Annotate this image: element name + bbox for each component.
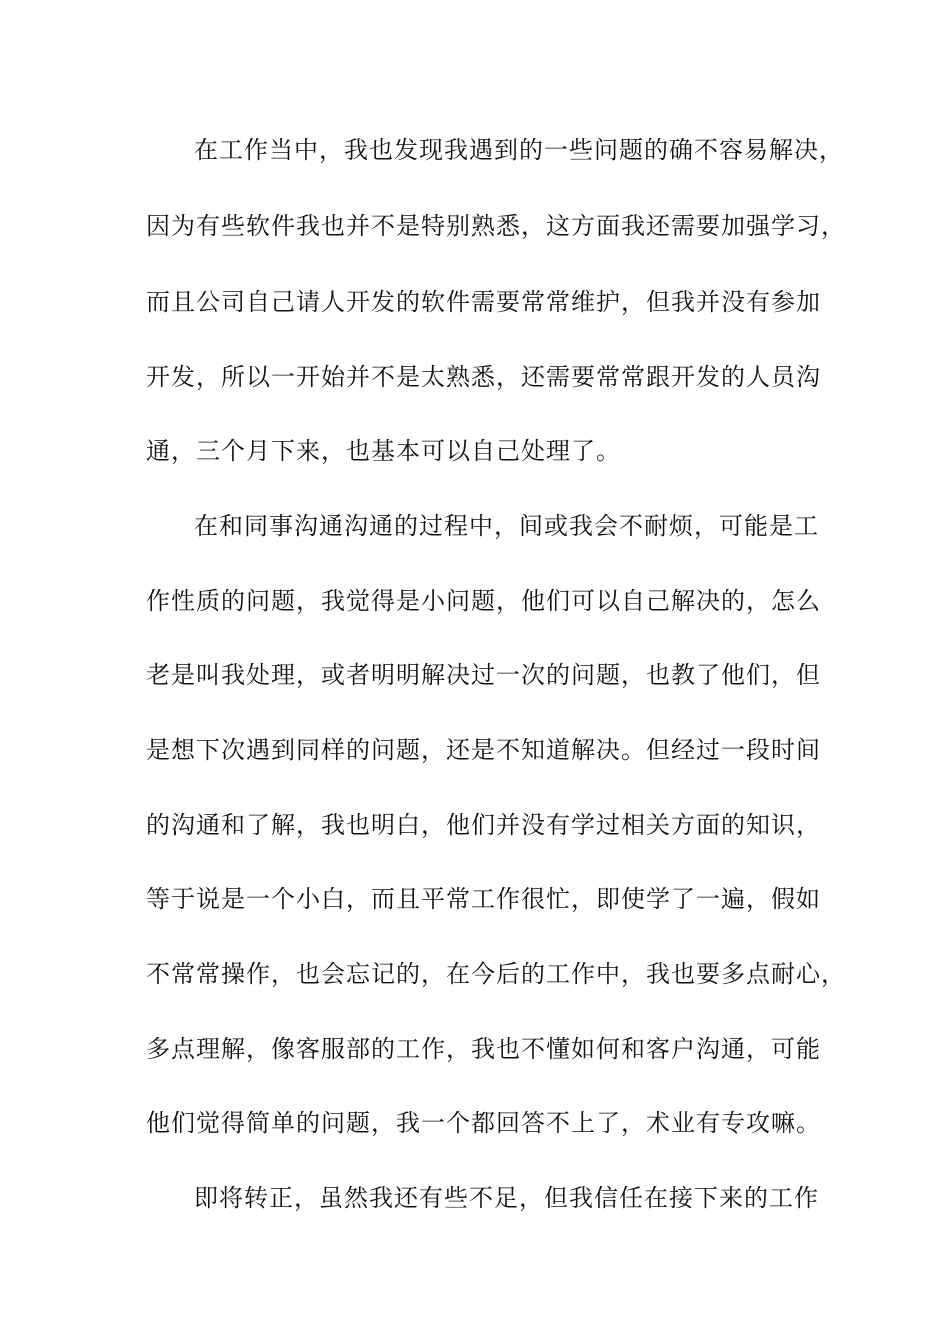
paragraph-2-line-6: 等于说是一个小白，而且平常工作很忙，即使学了一遍，假如 [146,885,821,913]
paragraph-1-line-5: 通，三个月下来，也基本可以自己处理了。 [146,437,621,465]
paragraph-2-line-7: 不常常操作，也会忘记的，在今后的工作中，我也要多点耐心， [146,960,846,988]
paragraph-2-line-5: 的沟通和了解，我也明白，他们并没有学过相关方面的知识， [146,811,821,839]
paragraph-2-line-9: 他们觉得简单的问题，我一个都回答不上了，术业有专攻嘛。 [146,1109,821,1137]
paragraph-2-line-3: 老是叫我处理，或者明明解决过一次的问题，也教了他们，但 [146,661,821,689]
paragraph-1-line-3: 而且公司自己请人开发的软件需要常常维护，但我并没有参加 [146,288,821,316]
paragraph-2-line-1: 在和同事沟通沟通的过程中，间或我会不耐烦，可能是工 [194,512,819,540]
paragraph-3-line-1: 即将转正，虽然我还有些不足，但我信任在接下来的工作 [194,1184,819,1212]
paragraph-2-line-8: 多点理解，像客服部的工作，我也不懂如何和客户沟通，可能 [146,1035,821,1063]
paragraph-1-line-2: 因为有些软件我也并不是特别熟悉，这方面我还需要加强学习， [146,212,846,240]
paragraph-1-line-4: 开发，所以一开始并不是太熟悉，还需要常常跟开发的人员沟 [146,363,821,391]
paragraph-1-line-1: 在工作当中，我也发现我遇到的一些问题的确不容易解决， [194,136,844,164]
paragraph-2-line-2: 作性质的问题，我觉得是小问题，他们可以自己解决的，怎么 [146,587,821,615]
paragraph-2-line-4: 是想下次遇到同样的问题，还是不知道解决。但经过一段时间 [146,736,821,764]
